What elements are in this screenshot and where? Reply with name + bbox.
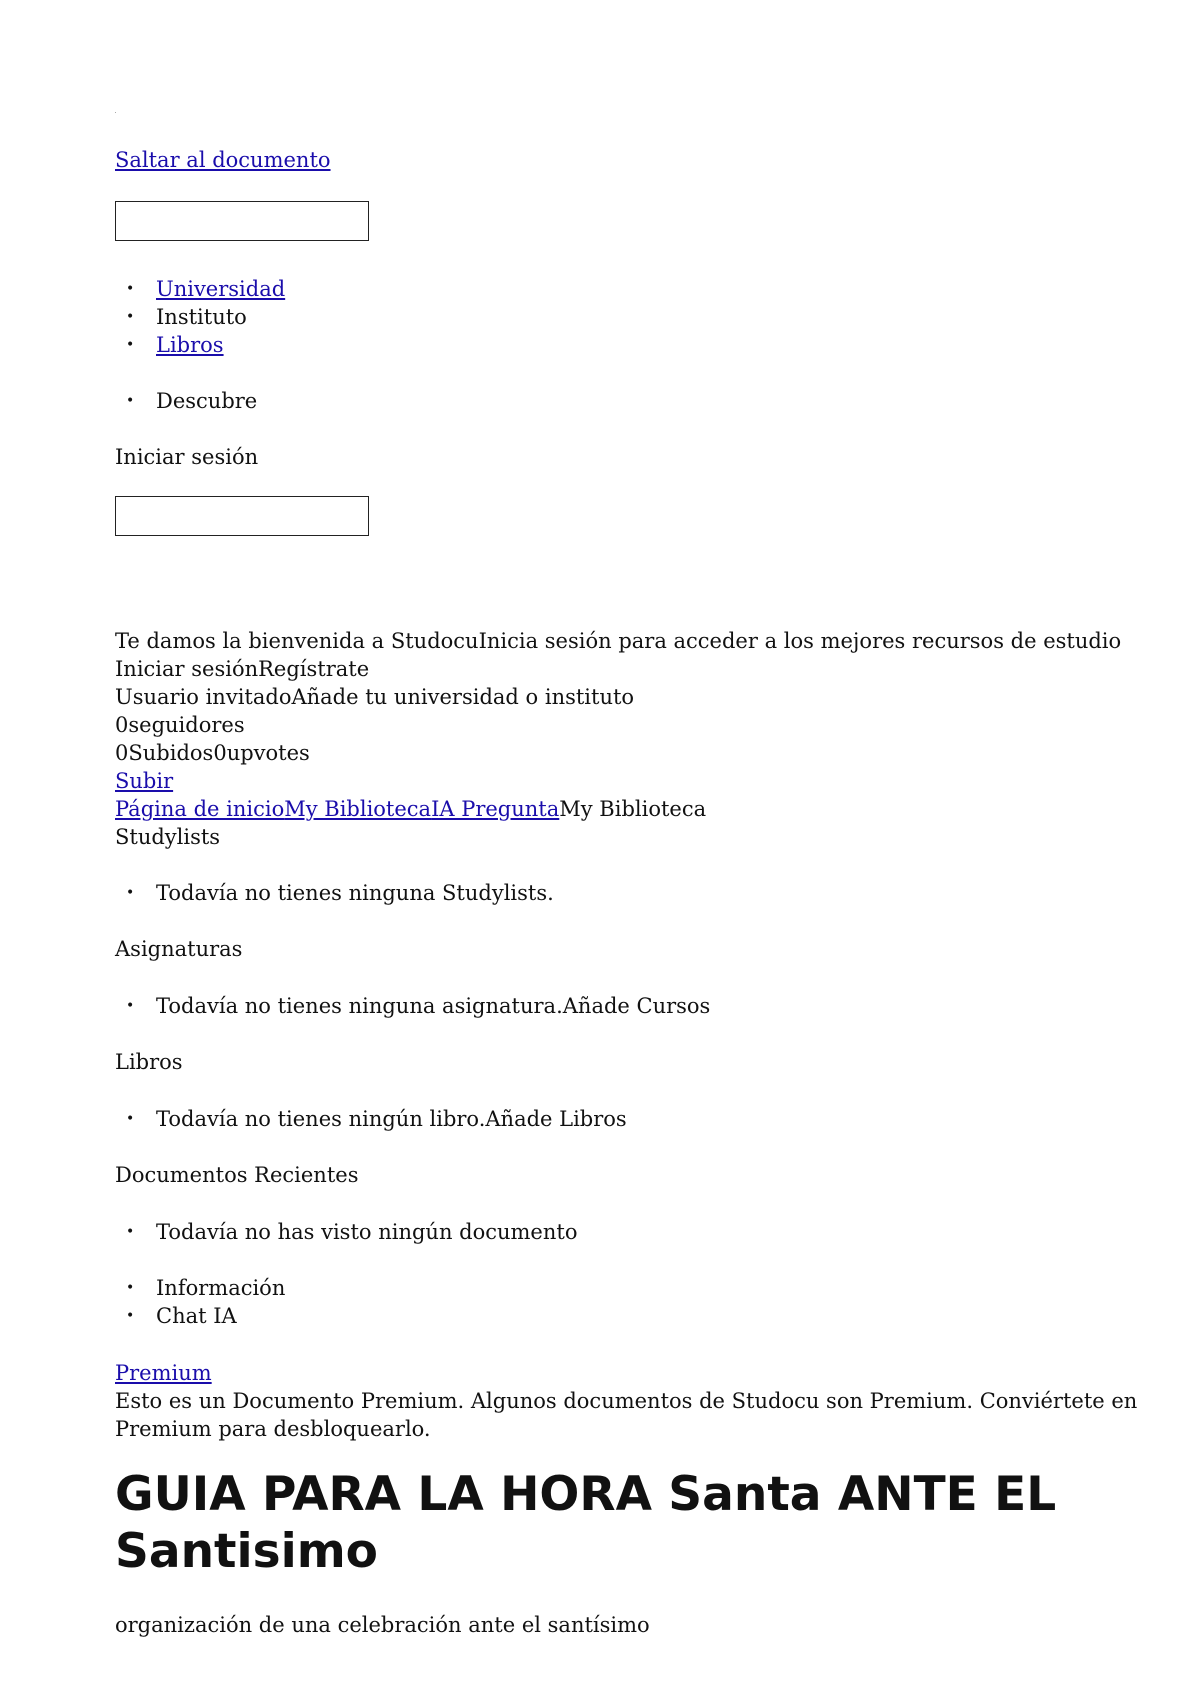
menu-item-information[interactable] — [156, 1274, 285, 1302]
discover-list — [156, 387, 257, 415]
recent-documents-heading: Documentos Recientes — [115, 1163, 359, 1187]
skip-to-document-link[interactable]: Saltar al documento — [115, 148, 331, 172]
premium-link[interactable]: Premium — [115, 1361, 212, 1385]
studylists-empty-item — [156, 879, 554, 907]
nav-label-high-school: Instituto — [156, 305, 247, 329]
uploads-count: 0 — [115, 741, 129, 765]
premium-notice: Esto es un Documento Premium. Algunos documentos de Studocu son Premium. Conviértete en Premium para desbloquearlo. — [115, 1389, 1138, 1441]
nav-item-discover[interactable] — [156, 387, 257, 415]
studylists-empty-text: Todavía no tienes ninguna Studylists. — [156, 881, 554, 905]
recent-empty-text: Todavía no has visto ningún documento — [156, 1220, 578, 1244]
books-list — [156, 1105, 627, 1133]
nav-link-university[interactable]: Universidad — [156, 277, 286, 301]
welcome-subtitle: Inicia sesión para acceder a los mejores recursos de estudio — [478, 629, 1122, 653]
upload-link[interactable]: Subir — [115, 769, 174, 793]
discover-label: Descubre — [156, 389, 258, 413]
menu-row — [115, 795, 706, 823]
my-library-link[interactable]: My Biblioteca — [284, 797, 432, 821]
nav-list — [156, 275, 285, 359]
login-button[interactable]: Iniciar sesión — [115, 657, 259, 681]
courses-heading: Asignaturas — [115, 937, 243, 961]
add-courses-button[interactable]: Añade Cursos — [562, 994, 711, 1018]
add-books-button[interactable]: Añade Libros — [485, 1107, 627, 1131]
studylists-heading: Studylists — [115, 825, 221, 849]
recent-documents-list — [156, 1218, 577, 1246]
courses-empty-item — [156, 992, 710, 1020]
menu-item-ai-chat[interactable] — [156, 1302, 285, 1330]
upload-row — [115, 767, 173, 795]
search-input[interactable] — [115, 201, 369, 241]
books-empty-item — [156, 1105, 627, 1133]
welcome-title: Te damos la bienvenida a Studocu — [115, 629, 479, 653]
tiny-logo-dot — [115, 112, 116, 113]
nav-item-university — [156, 275, 285, 303]
studylists-list — [156, 879, 554, 907]
followers-row — [115, 711, 245, 739]
ai-question-link[interactable]: IA Pregunta — [431, 797, 560, 821]
nav-link-books[interactable]: Libros — [156, 333, 224, 357]
secondary-search-input[interactable] — [115, 496, 369, 536]
information-label: Información — [156, 1276, 286, 1300]
ai-chat-label: Chat IA — [156, 1304, 237, 1328]
guest-user-label: Usuario invitado — [115, 685, 292, 709]
extra-menu-list — [156, 1274, 285, 1330]
document-title: GUIA PARA LA HORA Santa ANTE EL Santisimo — [115, 1467, 1057, 1579]
document-subtitle: organización de una celebración ante el santísimo — [115, 1613, 650, 1637]
books-empty-text: Todavía no tienes ningún libro. — [156, 1107, 486, 1131]
library-heading: My Biblioteca — [559, 797, 707, 821]
nav-item-books — [156, 331, 285, 359]
premium-row — [115, 1359, 212, 1387]
auth-row — [115, 655, 369, 683]
stats-row — [115, 739, 310, 767]
followers-count: 0 — [115, 713, 129, 737]
welcome-line — [115, 627, 1121, 655]
courses-list — [156, 992, 710, 1020]
followers-label: seguidores — [128, 713, 245, 737]
recent-empty-item — [156, 1218, 577, 1246]
uploads-label: Subidos — [128, 741, 214, 765]
courses-empty-text: Todavía no tienes ninguna asignatura. — [156, 994, 563, 1018]
home-link[interactable]: Página de inicio — [115, 797, 285, 821]
guest-row — [115, 683, 634, 711]
books-heading: Libros — [115, 1050, 183, 1074]
upvotes-count: 0 — [213, 741, 227, 765]
login-label[interactable]: Iniciar sesión — [115, 445, 259, 469]
register-button[interactable]: Regístrate — [258, 657, 370, 681]
nav-item-high-school[interactable] — [156, 303, 285, 331]
add-university-button[interactable]: Añade tu universidad o instituto — [291, 685, 635, 709]
upvotes-label: upvotes — [226, 741, 310, 765]
